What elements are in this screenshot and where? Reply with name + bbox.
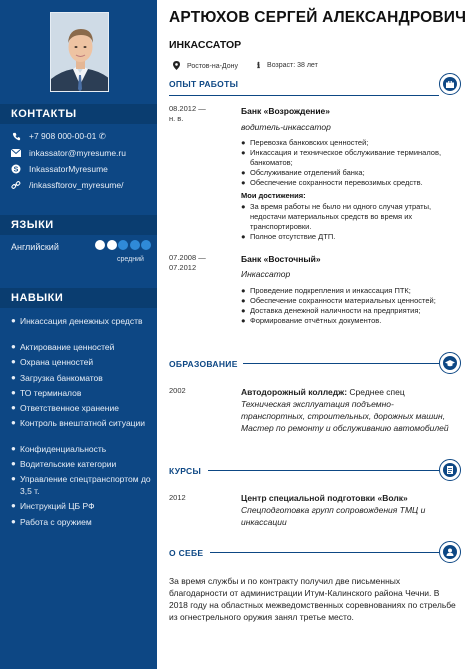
language-level-dot: [95, 240, 105, 250]
user-icon: [443, 545, 457, 559]
contact-skype[interactable]: [11, 164, 108, 174]
list-item: ● Полное отсутствие ДТП.: [241, 232, 336, 241]
job-org: Банк «Возрождение»: [241, 106, 330, 116]
about-text: За время службы и по контракту получил две письменных благодарности от администрации Итум-Калинского района Чечни. В 2018 году на областных межведомственных соревнованиях по стрельбе из огнестрельного оружия занял третье место.: [169, 576, 456, 622]
skill-item: ● Инкассация денежных средств: [11, 316, 143, 326]
link-icon: [11, 180, 21, 190]
list-item: ● Обслуживание отделений банка;: [241, 168, 365, 177]
age: ℹ Возраст: 38 лет: [257, 61, 318, 70]
skill-item: ● Управление спецтранспортом до 3,5 т.: [11, 474, 151, 496]
language-level-dot: [141, 240, 151, 250]
skill-item: ● Ответственное хранение: [11, 403, 119, 413]
skill-item: ● Водительские категории: [11, 459, 117, 469]
contacts-title: КОНТАКТЫ: [11, 108, 77, 120]
contact-link[interactable]: [11, 180, 123, 190]
skill-item: ● Инструкций ЦБ РФ: [11, 501, 95, 511]
document-icon: [443, 463, 457, 477]
course-details: Центр специальной подготовки «Волк» Спецподготовка групп сопровождения ТМЦ и инкассации: [241, 493, 426, 527]
list-item: ● Формирование отчётных документов.: [241, 316, 382, 325]
skill-item: ● Актирование ценностей: [11, 342, 115, 352]
skill-item: ● Контроль внештатной ситуации: [11, 418, 146, 428]
job-role: водитель-инкассатор: [241, 122, 331, 132]
courses-badge: [439, 459, 461, 481]
language-level-dot: [118, 240, 128, 250]
phone-icon: [11, 132, 21, 142]
education-details: Автодорожный колледж: Среднее спец Техническая эксплуатация подъемно-транспортных, строительных, дорожных машин, Мастер по ремонту и обслуживанию автомобилей: [241, 387, 449, 433]
list-item: ● Инкассация и техническое обслуживание терминалов, банкоматов;: [241, 148, 442, 167]
list-item: ● Перевозка банковских ценностей;: [241, 138, 369, 147]
education-title: ОБРАЗОВАНИЕ: [169, 359, 238, 369]
job-role: Инкассатор: [241, 269, 291, 279]
skill-item: ● Охрана ценностей: [11, 357, 94, 367]
job-date: 08.2012 — н. в.: [169, 104, 206, 123]
list-item: ● Проведение подкрепления и инкассация ПТК;: [241, 286, 411, 295]
job-duties: [241, 138, 456, 188]
about-divider: [210, 552, 439, 553]
skill-item: ● Работа с оружием: [11, 517, 92, 527]
languages-title: ЯЗЫКИ: [11, 219, 54, 231]
language-level-text: средний: [117, 256, 144, 263]
language-level-dots: [95, 240, 153, 250]
job-org: Банк «Восточный»: [241, 254, 321, 264]
skill-item: ● Загрузка банкоматов: [11, 373, 103, 383]
sidebar: [0, 0, 157, 669]
job-title: ИНКАССАТОР: [169, 39, 242, 51]
about-badge: [439, 541, 461, 563]
achievements-title: Мои достижения:: [241, 191, 306, 200]
skills-title: НАВЫКИ: [11, 292, 64, 304]
contact-phone-text: +7 908 000-00-01 ✆: [29, 131, 106, 141]
language-level-dot: [107, 240, 117, 250]
education-badge: [439, 352, 461, 374]
skill-item: ● Конфиденциальность: [11, 444, 107, 454]
location: Ростов-на-Дону: [173, 61, 238, 72]
experience-title: ОПЫТ РАБОТЫ: [169, 79, 239, 89]
contact-email[interactable]: [11, 148, 126, 158]
contact-skype-text: InkassatorMyresume: [29, 164, 108, 174]
briefcase-icon: [443, 77, 457, 91]
courses-title: КУРСЫ: [169, 466, 202, 476]
education-year: 2002: [169, 386, 186, 395]
about-title: О СЕБЕ: [169, 548, 204, 558]
job-achievements: [241, 202, 456, 242]
language-name: Английский: [11, 242, 59, 252]
list-item: ● Обеспечение сохранности перевозимых средств.: [241, 178, 423, 187]
info-icon: ℹ: [257, 61, 261, 70]
profile-photo: [50, 12, 109, 92]
contact-phone[interactable]: [11, 131, 106, 142]
list-item: ● За время работы не было ни одного случая утраты, недостачи материальных средств во время их транспортировки.: [241, 202, 432, 231]
contact-email-text: inkassator@myresume.ru: [29, 148, 126, 158]
graduation-cap-icon: [443, 356, 457, 370]
experience-divider: [169, 95, 439, 96]
skype-icon: [11, 164, 21, 174]
contact-link-text: /inkassftorov_myresume/: [29, 180, 124, 190]
experience-badge: [439, 73, 461, 95]
courses-divider: [208, 470, 439, 471]
job-duties: [241, 286, 456, 326]
location-pin-icon: [173, 61, 180, 72]
candidate-name: АРТЮХОВ СЕРГЕЙ АЛЕКСАНДРОВИЧ: [169, 9, 467, 26]
job-date: 07.2008 — 07.2012: [169, 253, 206, 272]
svg-text:S: S: [13, 166, 19, 174]
list-item: ● Обеспечение сохранности материальных ценностей;: [241, 296, 436, 305]
email-icon: [11, 148, 21, 158]
list-item: ● Доставка денежной наличности на предприятия;: [241, 306, 421, 315]
skill-item: ● ТО терминалов: [11, 388, 82, 398]
language-level-dot: [130, 240, 140, 250]
course-year: 2012: [169, 493, 186, 502]
education-divider: [243, 363, 439, 364]
